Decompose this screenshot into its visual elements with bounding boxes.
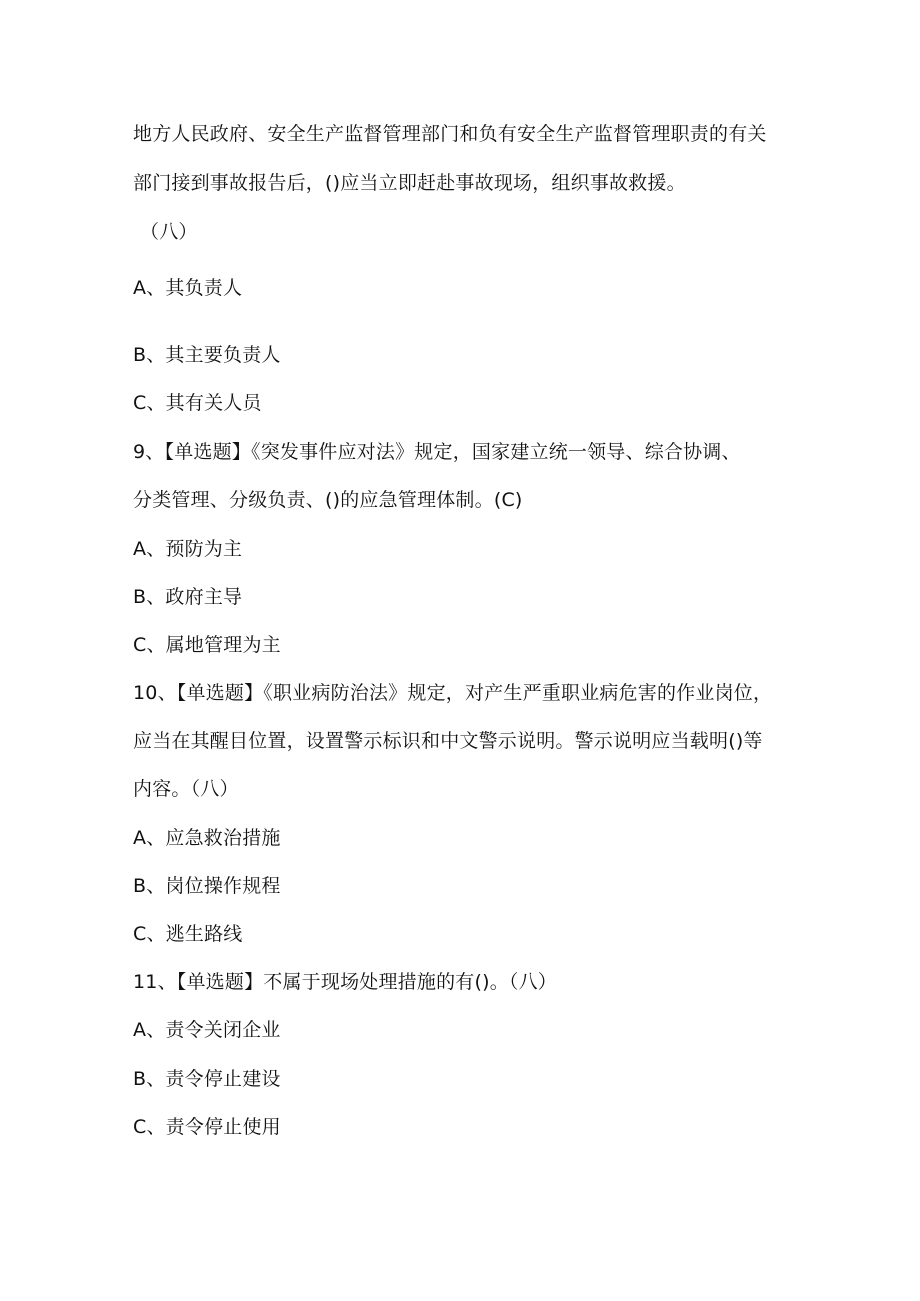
q8-option-b: B、其主要负责人 [133,344,281,366]
q10-text-line-1: 10、【单选题】《职业病防治法》规定，对产生严重职业病危害的作业岗位， [133,682,773,704]
q10-text-line-2: 应当在其醒目位置，设置警示标识和中文警示说明。警示说明应当载明()等 [133,730,763,752]
q8-answer: （八） [140,221,198,243]
q9-option-a: A、预防为主 [133,538,243,560]
q8-option-c: C、其有关人员 [133,392,262,414]
q10-text-line-3: 内容。（八） [133,778,239,800]
q9-text-line-1: 9、【单选题】《突发事件应对法》规定，国家建立统一领导、综合协调、 [133,441,741,463]
q9-option-b: B、政府主导 [133,586,243,608]
q9-option-c: C、属地管理为主 [133,634,281,656]
q11-option-c: C、责令停止使用 [133,1116,281,1138]
q8-option-a: A、其负责人 [133,277,243,299]
q10-option-a: A、应急救治措施 [133,827,281,849]
q11-option-a: A、责令关闭企业 [133,1019,281,1041]
q11-text-line-1: 11、【单选题】不属于现场处理措施的有()。（八） [133,971,558,993]
q8-text-line-2: 部门接到事故报告后，()应当立即赶赴事故现场，组织事故救援。 [133,172,686,194]
q11-option-b: B、责令停止建设 [133,1068,281,1090]
q10-option-b: B、岗位操作规程 [133,875,281,897]
q9-text-line-2: 分类管理、分级负责、()的应急管理体制。(C) [133,489,523,511]
q8-text-line-1: 地方人民政府、安全生产监督管理部门和负有安全生产监督管理职责的有关 [133,123,767,145]
q10-option-c: C、逃生路线 [133,923,243,945]
